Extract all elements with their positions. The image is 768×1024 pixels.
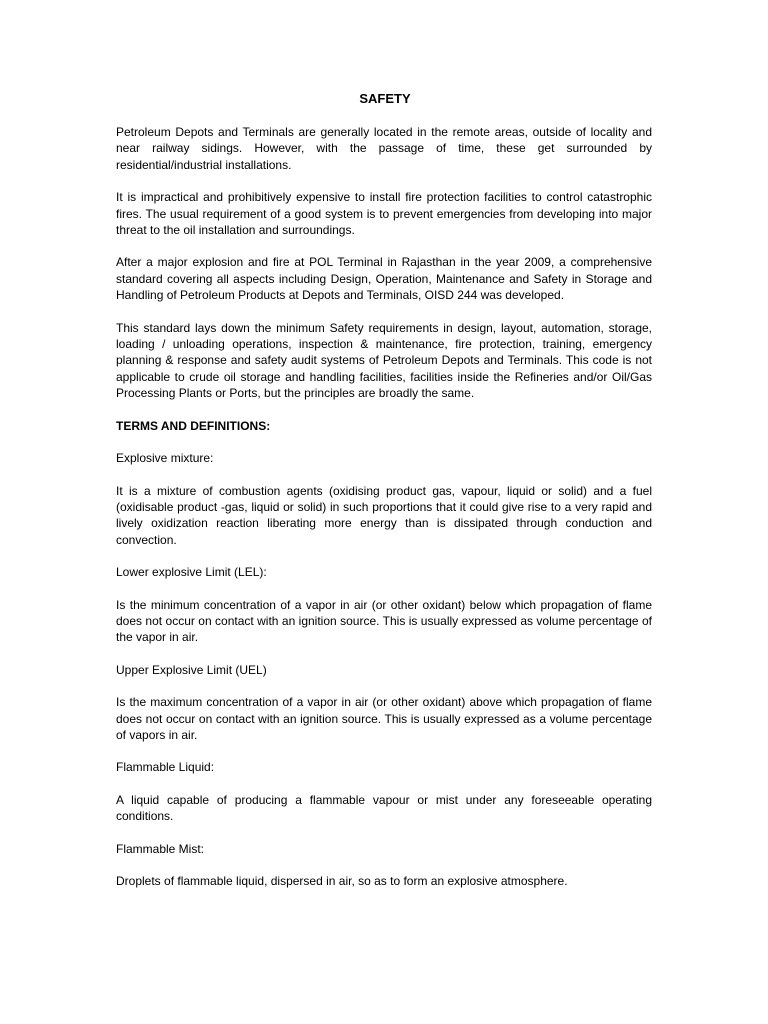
definition-flammable-liquid: A liquid capable of producing a flammable vapour or mist under any foreseeable operating conditions. bbox=[116, 792, 652, 824]
term-flammable-liquid: Flammable Liquid: bbox=[116, 760, 215, 775]
intro-paragraph-3: After a major explosion and fire at POL Terminal in Rajasthan in the year 2009, a comprehensive standard covering all aspects including Design, Operation, Maintenance and Safety in Storage and Handling of Petroleum Products at Depots and Terminals, OISD 244 was developed. bbox=[116, 255, 652, 303]
definition-flammable-mist: Droplets of flammable liquid, dispersed in air, so as to form an explosive atmosphere. bbox=[116, 874, 568, 888]
term-explosive-mixture: Explosive mixture: bbox=[116, 451, 214, 466]
definition-explosive-mixture: It is a mixture of combustion agents (oxidising product gas, vapour, liquid or solid) and a fuel (oxidisable product -gas, liquid or solid) in such proportions that it could give rise to a very rapid and lively oxidization reaction liberating more energy than is dissipated through conduction and convection. bbox=[116, 483, 652, 547]
intro-paragraph-2: It is impractical and prohibitively expensive to install fire protection facilities to control catastrophic fires. The usual requirement of a good system is to prevent emergencies from developing into major threat to the oil installation and surroundings. bbox=[116, 190, 652, 238]
document-page bbox=[116, 90, 652, 905]
page-title: SAFETY bbox=[359, 91, 411, 106]
definition-lel: Is the minimum concentration of a vapor in air (or other oxidant) below which propagation of flame does not occur on contact with an ignition source. This is usually expressed as volume percentage of the vapor in air. bbox=[116, 597, 652, 645]
term-uel: Upper Explosive Limit (UEL) bbox=[116, 662, 267, 677]
term-flammable-mist: Flammable Mist: bbox=[116, 841, 205, 856]
intro-paragraph-4: This standard lays down the minimum Safety requirements in design, layout, automation, storage, loading / unloading operations, inspection & maintenance, fire protection, training, emergency planning & response and safety audit systems of Petroleum Depots and Terminals. This code is not applicable to crude oil storage and handling facilities, facilities inside the Refineries and/or Oil/Gas Processing Plants or Ports, but the principles are broadly the same. bbox=[116, 320, 652, 401]
definition-uel: Is the maximum concentration of a vapor in air (or other oxidant) above which propagation of flame does not occur on contact with an ignition source. This is usually expressed as a volume percentage of vapors in air. bbox=[116, 695, 652, 742]
terms-heading: TERMS AND DEFINITIONS: bbox=[116, 418, 271, 433]
intro-paragraph-1: Petroleum Depots and Terminals are generally located in the remote areas, outside of locality and near railway sidings. However, with the passage of time, these get surrounded by residential/industrial installations. bbox=[116, 125, 652, 172]
term-lel: Lower explosive Limit (LEL): bbox=[116, 565, 267, 580]
